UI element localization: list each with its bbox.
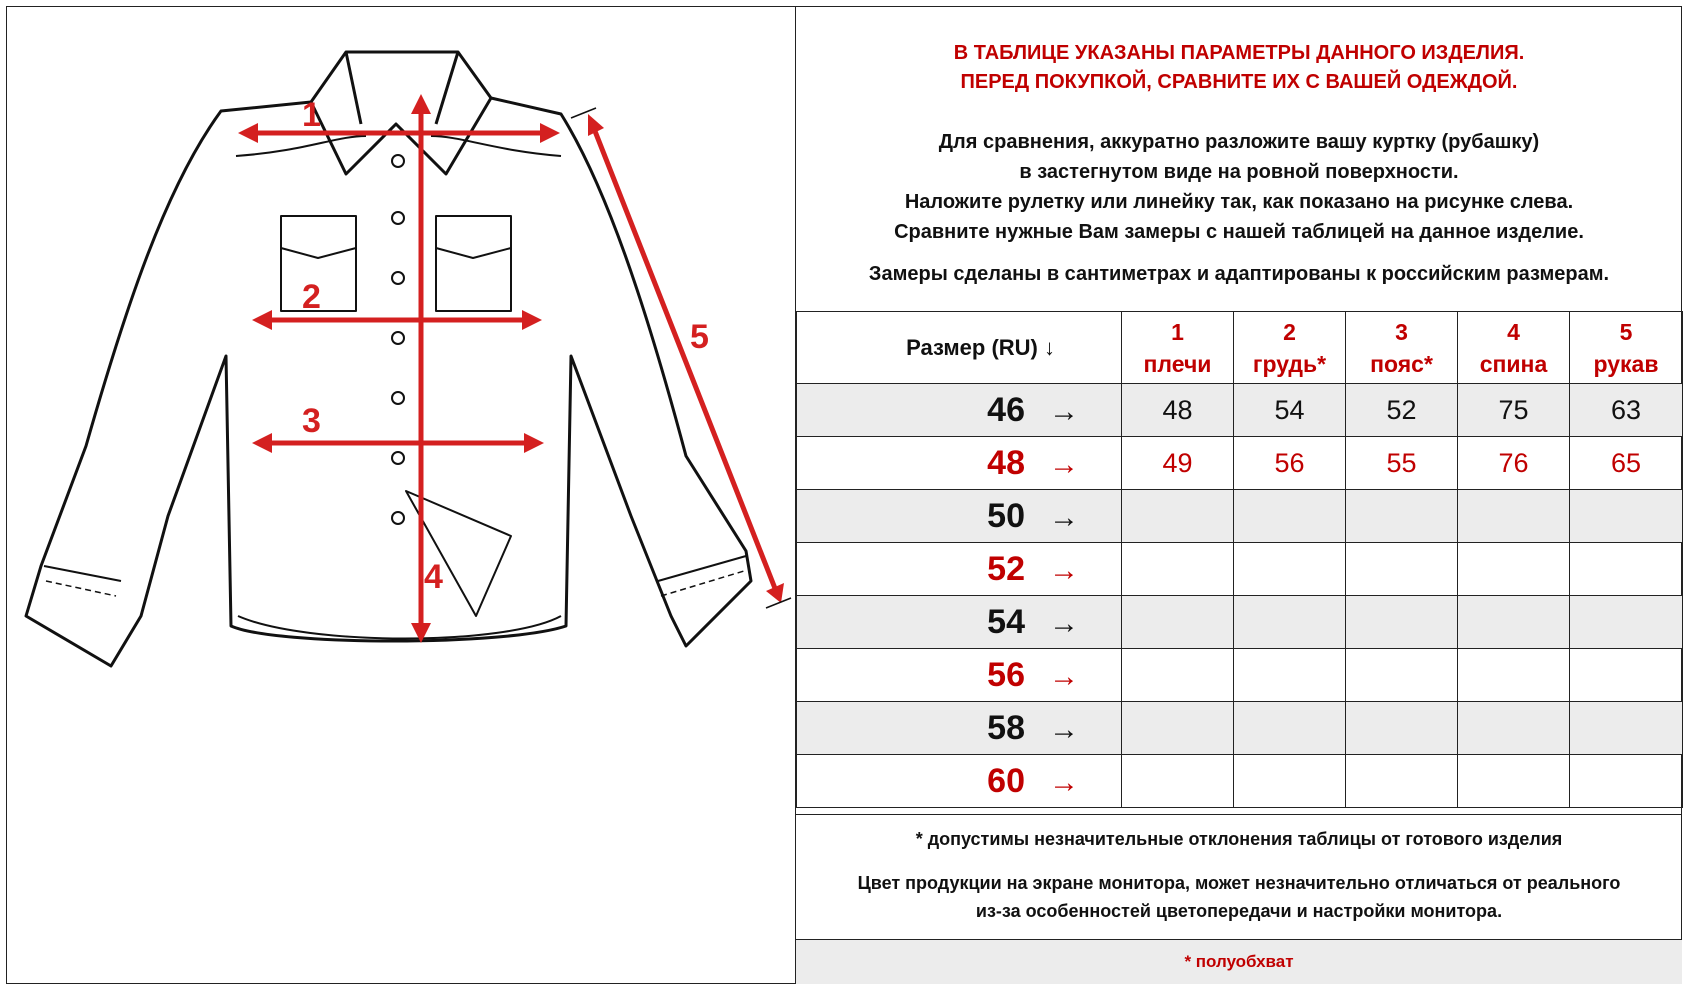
table-row: [797, 384, 1683, 437]
label-5: 5: [690, 318, 709, 356]
value-cell: 63: [1570, 384, 1683, 437]
instruction-line: Наложите рулетку или линейку так, как показано на рисунке слева.: [904, 191, 1574, 213]
tolerance-note: * допустимы незначительные отклонения таблицы от готового изделия: [915, 829, 1563, 849]
half-girth-note: * полуобхват: [796, 940, 1682, 984]
shirt-outline-icon: [6, 6, 796, 984]
value-cell: [1346, 649, 1458, 702]
value-cell: [1234, 702, 1346, 755]
table-row: [797, 649, 1683, 702]
value-cell: [1570, 596, 1683, 649]
header: [796, 6, 1682, 311]
footer-notes: [796, 814, 1682, 940]
value-cell: 55: [1346, 437, 1458, 490]
value-cell: 65: [1570, 437, 1683, 490]
instruction-line: Сравните нужные Вам замеры с нашей таблицей на данное изделие.: [894, 221, 1584, 243]
value-cell: 49: [1122, 437, 1234, 490]
header-warning-line1: В ТАБЛИЦЕ УКАЗАНЫ ПАРАМЕТРЫ ДАННОГО ИЗДЕЛИЯ.: [953, 42, 1525, 64]
value-cell: [1122, 649, 1234, 702]
column-header-chest: 2 грудь*: [1234, 312, 1346, 384]
value-cell: [1122, 755, 1234, 808]
value-cell: [1458, 543, 1570, 596]
instructions: [796, 127, 1682, 247]
size-cell: 60 →: [797, 755, 1122, 808]
value-cell: [1458, 702, 1570, 755]
label-3: 3: [302, 402, 321, 440]
column-header-back: 4 спина: [1458, 312, 1570, 384]
size-table: [796, 311, 1683, 808]
value-cell: [1570, 490, 1683, 543]
size-column-header: Размер (RU) ↓: [797, 312, 1122, 384]
value-cell: 75: [1458, 384, 1570, 437]
table-row: [797, 543, 1683, 596]
instruction-line: в застегнутом виде на ровной поверхности.: [1019, 161, 1459, 183]
value-cell: [1346, 543, 1458, 596]
size-cell: 58 →: [797, 702, 1122, 755]
value-cell: 54: [1234, 384, 1346, 437]
value-cell: 56: [1234, 437, 1346, 490]
value-cell: [1570, 649, 1683, 702]
value-cell: [1346, 490, 1458, 543]
size-cell: 54 →: [797, 596, 1122, 649]
label-4: 4: [424, 558, 443, 596]
table-row: [797, 596, 1683, 649]
value-cell: [1458, 649, 1570, 702]
units-note: Замеры сделаны в сантиметрах и адаптированы к российским размерам.: [868, 263, 1610, 285]
label-1: 1: [302, 96, 321, 134]
value-cell: 52: [1346, 384, 1458, 437]
value-cell: [1570, 702, 1683, 755]
value-cell: [1346, 596, 1458, 649]
label-2: 2: [302, 278, 321, 316]
value-cell: [1570, 755, 1683, 808]
value-cell: [1346, 755, 1458, 808]
value-cell: [1234, 649, 1346, 702]
column-header-sleeve: 5 рукав: [1570, 312, 1683, 384]
value-cell: 48: [1122, 384, 1234, 437]
size-cell: 50 →: [797, 490, 1122, 543]
value-cell: [1122, 543, 1234, 596]
size-cell: 52 →: [797, 543, 1122, 596]
shirt-diagram-panel: [6, 6, 796, 984]
color-disclaimer: Цвет продукции на экране монитора, может незначительно отличаться от реального из-за особенностей цветопередачи и настройки монитора.: [857, 873, 1621, 921]
column-header-shoulders: 1 плечи: [1122, 312, 1234, 384]
value-cell: [1234, 755, 1346, 808]
value-cell: [1234, 596, 1346, 649]
size-cell: 56 →: [797, 649, 1122, 702]
value-cell: [1234, 490, 1346, 543]
value-cell: [1234, 543, 1346, 596]
table-row: [797, 755, 1683, 808]
value-cell: [1346, 702, 1458, 755]
size-info-panel: [796, 6, 1682, 984]
value-cell: [1458, 755, 1570, 808]
value-cell: [1570, 543, 1683, 596]
column-header-waist: 3 пояс*: [1346, 312, 1458, 384]
size-cell: 48 →: [797, 437, 1122, 490]
instruction-line: Для сравнения, аккуратно разложите вашу куртку (рубашку): [938, 131, 1540, 153]
value-cell: 76: [1458, 437, 1570, 490]
value-cell: [1122, 490, 1234, 543]
table-row: [797, 490, 1683, 543]
value-cell: [1458, 596, 1570, 649]
value-cell: [1458, 490, 1570, 543]
header-warning-line2: ПЕРЕД ПОКУПКОЙ, СРАВНИТЕ ИХ С ВАШЕЙ ОДЕЖДОЙ.: [960, 71, 1518, 93]
size-cell: 46 →: [797, 384, 1122, 437]
table-row: [797, 702, 1683, 755]
value-cell: [1122, 702, 1234, 755]
table-row: [797, 437, 1683, 490]
value-cell: [1122, 596, 1234, 649]
